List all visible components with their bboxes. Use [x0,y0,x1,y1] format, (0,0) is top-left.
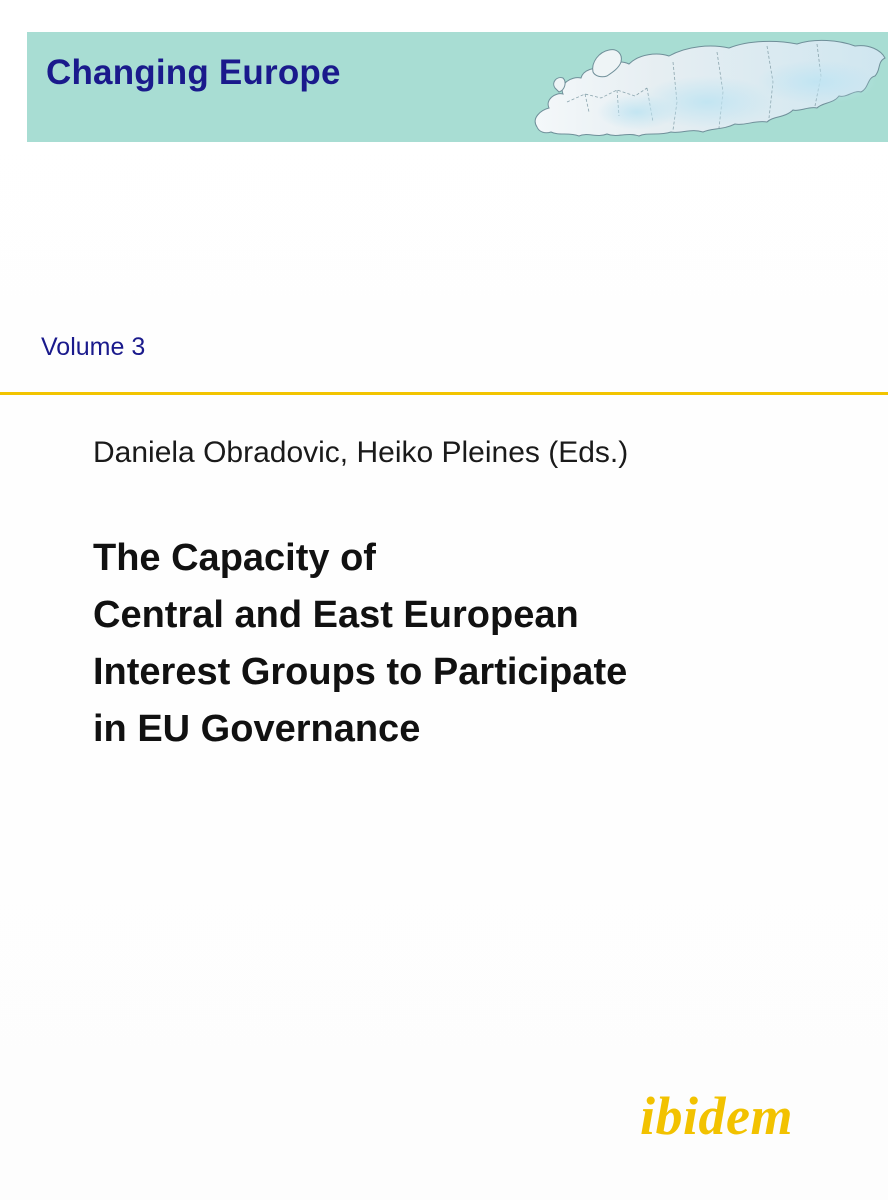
series-title: Changing Europe [46,53,341,92]
volume-label: Volume 3 [41,333,146,361]
europe-map-icon [497,32,888,142]
title-line: in EU Governance [93,708,421,750]
title-line: Central and East European [93,594,579,636]
title-line: The Capacity of [93,537,376,579]
title-line: Interest Groups to Participate [93,651,628,693]
book-title [93,530,853,758]
publisher-logo: ibidem [640,1086,793,1146]
editors-line: Daniela Obradovic, Heiko Pleines (Eds.) [93,436,629,469]
divider-rule [0,392,888,395]
series-banner [27,32,888,142]
